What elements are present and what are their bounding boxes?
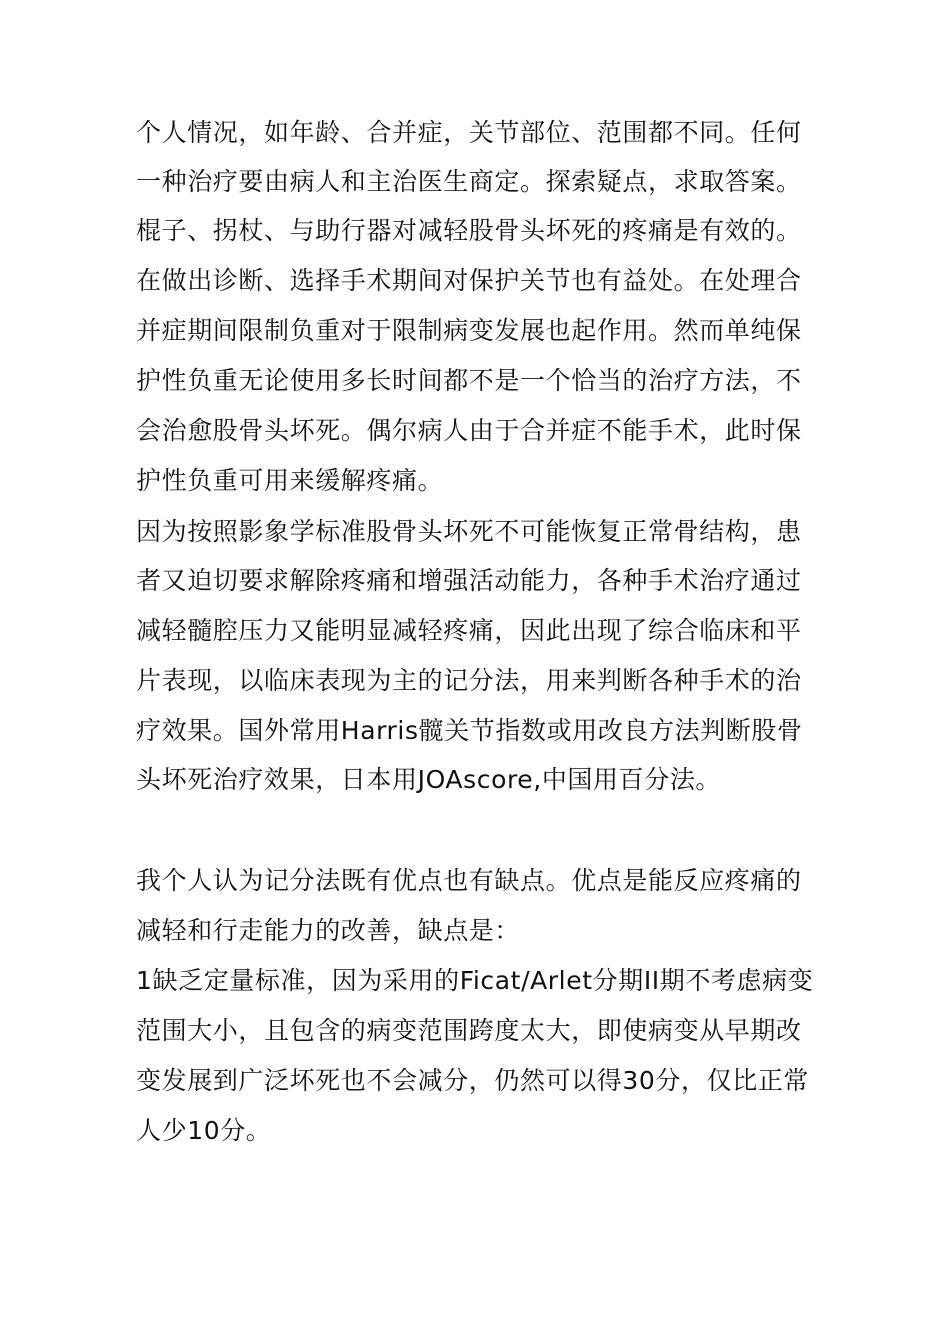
text-line: 片表现，以临床表现为主的记分法，用来判断各种手术的治 xyxy=(136,666,802,695)
text-line: 护性负重可用来缓解疼痛。 xyxy=(136,466,444,495)
text-line: 1缺乏定量标准，因为采用的Ficat/Arlet分期II期不考虑病变 xyxy=(136,966,814,995)
text-line: 变发展到广泛坏死也不会减分，仍然可以得30分，仅比正常 xyxy=(136,1066,810,1095)
text-line: 范围大小，且包含的病变范围跨度太大，即使病变从早期改 xyxy=(136,1016,802,1045)
text-line: 护性负重无论使用多长时间都不是一个恰当的治疗方法，不 xyxy=(136,366,802,395)
text-line: 棍子、拐杖、与助行器对减轻股骨头坏死的疼痛是有效的。 xyxy=(136,216,802,245)
text-line: 减轻髓腔压力又能明显减轻疼痛，因此出现了综合临床和平 xyxy=(136,616,802,645)
text-line: 者又迫切要求解除疼痛和增强活动能力，各种手术治疗通过 xyxy=(136,566,802,595)
text-line: 在做出诊断、选择手术期间对保护关节也有益处。在处理合 xyxy=(136,266,802,295)
text-line: 一种治疗要由病人和主治医生商定。探索疑点，求取答案。 xyxy=(136,167,802,196)
text-line: 头坏死治疗效果，日本用JOAscore,中国用百分法。 xyxy=(136,765,722,794)
text-line: 人少10分。 xyxy=(136,1116,272,1145)
text-line: 因为按照影象学标准股骨头坏死不可能恢复正常骨结构，患 xyxy=(136,517,802,546)
text-line: 减轻和行走能力的改善，缺点是： xyxy=(136,916,521,945)
text-line: 我个人认为记分法既有优点也有缺点。优点是能反应疼痛的 xyxy=(136,866,802,895)
text-line: 疗效果。国外常用Harris髋关节指数或用改良方法判断股骨 xyxy=(136,716,803,745)
text-line: 会治愈股骨头坏死。偶尔病人由于合并症不能手术，此时保 xyxy=(136,416,802,445)
text-line: 个人情况，如年龄、合并症，关节部位、范围都不同。任何 xyxy=(136,118,802,147)
text-line: 并症期间限制负重对于限制病变发展也起作用。然而单纯保 xyxy=(136,316,802,345)
